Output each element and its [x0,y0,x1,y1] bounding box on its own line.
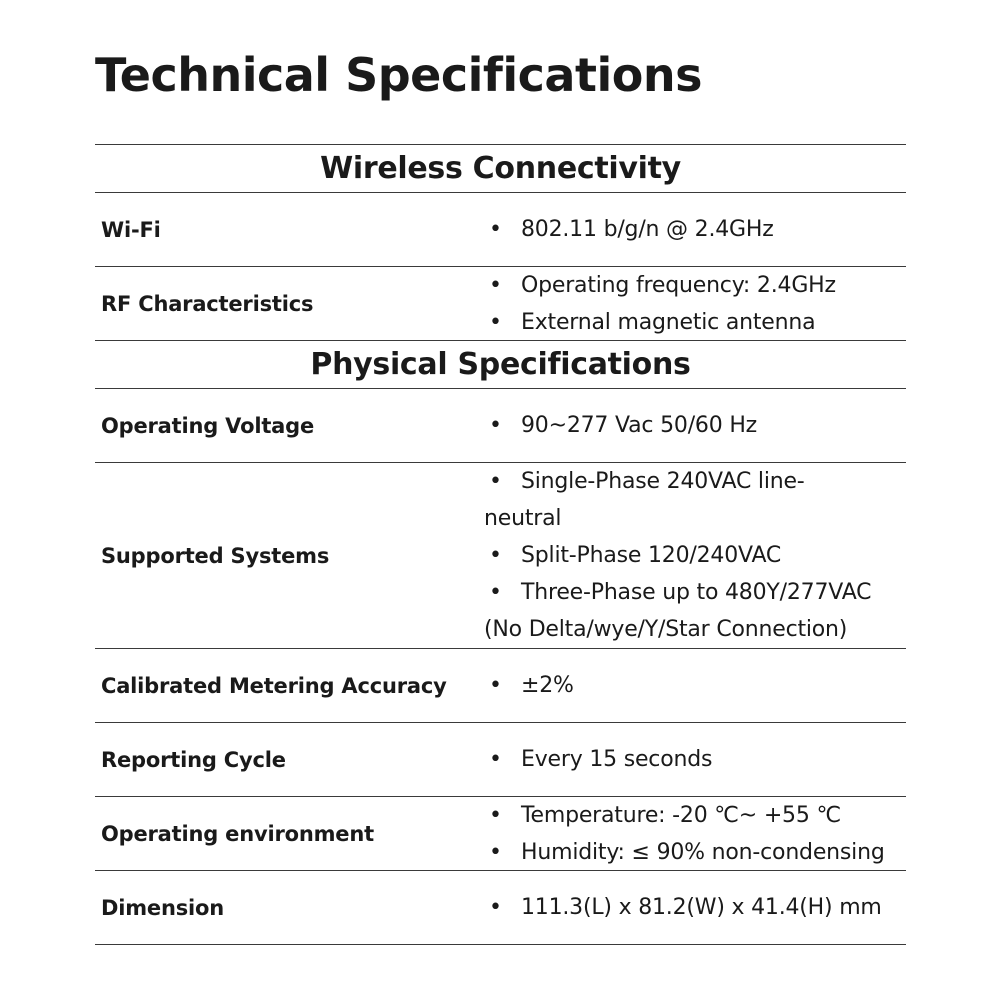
section-heading-physical: Physical Specifications [95,341,906,389]
spec-values [484,463,906,648]
spec-value-item: • External magnetic antenna [484,304,906,341]
spec-value-item: • ±2% [484,667,906,704]
spec-row-accuracy [95,649,906,723]
spec-label: Reporting Cycle [101,747,286,772]
spec-value-continuation: neutral [484,506,562,531]
spec-label: Operating Voltage [101,413,314,438]
bullet-icon: • [489,747,502,772]
bullet-icon: • [489,272,502,298]
bullet-icon: • [489,413,502,438]
spec-label: RF Characteristics [101,291,314,316]
bullet-icon: • [489,309,502,335]
spec-values [484,723,906,796]
spec-value-item: • Temperature: -20 ℃~ +55 ℃ [484,797,906,834]
bullet-icon: • [489,839,502,865]
spec-values [484,193,906,266]
spec-value-item: • 90~277 Vac 50/60 Hz [484,407,906,444]
spec-label: Supported Systems [101,543,330,568]
spec-sheet [95,0,906,1000]
spec-row-wifi [95,193,906,267]
spec-values [484,267,906,340]
spec-row-environment [95,797,906,871]
spec-value-item: • Every 15 seconds [484,741,906,778]
spec-value-continuation: (No Delta/wye/Y/Star Connection) [484,617,848,642]
spec-value-item: • Operating frequency: 2.4GHz [484,267,906,304]
spec-label: Calibrated Metering Accuracy [101,673,447,698]
spec-row-reporting [95,723,906,797]
spec-row-systems [95,463,906,649]
spec-values [484,797,906,870]
section-heading-wireless: Wireless Connectivity [95,145,906,193]
page-title: Technical Specifications [95,48,702,102]
spec-label: Dimension [101,895,224,920]
bullet-icon: • [489,469,502,494]
spec-value-item: • Single-Phase 240VAC line- [484,463,906,500]
bullet-icon: • [489,580,502,605]
spec-value-item: • 802.11 b/g/n @ 2.4GHz [484,211,906,248]
spec-row-dimension [95,871,906,945]
spec-value-item: • Split-Phase 120/240VAC [484,537,906,574]
bullet-icon: • [489,673,502,698]
spec-value-item: • Humidity: ≤ 90% non-condensing [484,834,906,871]
bullet-icon: • [489,217,502,242]
spec-table [95,144,906,945]
spec-label: Wi-Fi [101,217,161,242]
bullet-icon: • [489,895,502,920]
spec-label: Operating environment [101,821,374,846]
bullet-icon: • [489,543,502,568]
spec-values [484,389,906,462]
spec-value-item: • 111.3(L) x 81.2(W) x 41.4(H) mm [484,889,906,926]
bullet-icon: • [489,802,502,828]
spec-value-item: • Three-Phase up to 480Y/277VAC [484,574,906,611]
spec-row-rf [95,267,906,341]
spec-row-voltage [95,389,906,463]
spec-values [484,649,906,722]
spec-values [484,871,906,944]
